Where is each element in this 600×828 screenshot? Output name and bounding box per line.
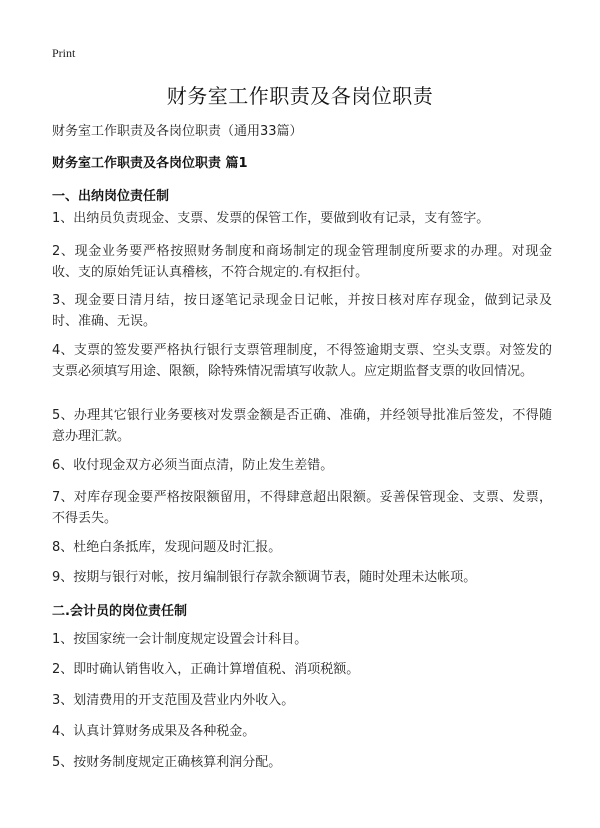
list-item: 5、按财务制度规定正确核算利润分配。: [52, 755, 282, 770]
list-item: 3、现金要日清月结，按日逐笔记录现金日记帐，并按日核对库存现金，做到记录及时、准确、无误。: [52, 293, 552, 329]
list-item: 4、支票的签发要严格执行银行支票管理制度，不得签逾期支票、空头支票。对签发的支票必须填写用途、限额，除特殊情况需填写收款人。应定期监督支票的收回情况。: [52, 343, 552, 379]
list-item: 2、现金业务要严格按照财务制度和商场制定的现金管理制度所要求的办理。对现金收、支的原始凭证认真稽核，不符合规定的.有权拒付。: [52, 244, 552, 280]
list-item: 6、收付现金双方必须当面点清，防止发生差错。: [52, 458, 334, 473]
article-heading: 财务室工作职责及各岗位职责 篇1: [52, 156, 248, 171]
list-item: 1、按国家统一会计制度规定设置会计科目。: [52, 632, 308, 647]
section-heading-accountant: 二.会计员的岗位责任制: [52, 604, 187, 619]
list-item: 3、划清费用的开支范围及营业内外收入。: [52, 693, 295, 708]
page-title: 财务室工作职责及各岗位职责: [166, 84, 434, 108]
list-item: 2、即时确认销售收入，正确计算增值税、消项税额。: [52, 662, 360, 677]
list-item: 4、认真计算财务成果及各种税金。: [52, 724, 256, 739]
section-heading-cashier: 一、出纳岗位责任制: [52, 189, 170, 204]
list-item: 1、出纳员负责现金、支票、发票的保管工作，要做到收有记录，支有签字。: [52, 211, 490, 226]
list-item: 5、办理其它银行业务要核对发票金额是否正确、准确，并经领导批准后签发，不得随意办理汇款。: [52, 408, 552, 444]
document-subtitle: 财务室工作职责及各岗位职责（通用33篇）: [52, 124, 303, 139]
list-item: 7、对库存现金要严格按限额留用，不得肆意超出限额。妥善保管现金、支票、发票，不得丢失。: [52, 490, 552, 526]
print-link[interactable]: Print: [52, 46, 76, 60]
list-item: 8、杜绝白条抵库，发现问题及时汇报。: [52, 540, 282, 555]
list-item: 9、按期与银行对帐，按月编制银行存款余额调节表，随时处理未达帐项。: [52, 570, 477, 585]
